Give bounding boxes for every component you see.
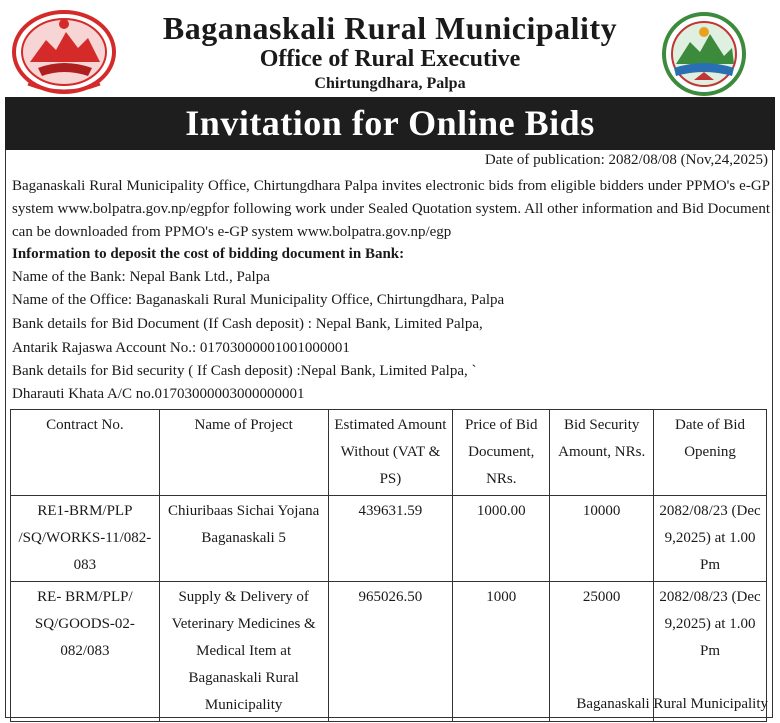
account-number: Antarik Rajaswa Account No.: 01703000001001000001 — [12, 340, 350, 356]
invitation-banner: Invitation for Online Bids — [5, 97, 775, 150]
bid-security-cell: 10000 — [550, 496, 654, 582]
bank-name: Name of the Bank: Nepal Bank Ltd., Palpa — [12, 269, 270, 285]
bid-opening-date-cell: 2082/08/23 (Dec 9,2025) at 1.00 Pm — [654, 582, 767, 722]
bid-security-cell: 25000 — [550, 582, 654, 722]
municipality-title: Baganaskali Rural Municipality — [162, 10, 618, 46]
col-header-bid-opening-date: Date of Bid Opening — [654, 410, 767, 496]
table-row — [11, 496, 767, 582]
bid-security-bank-details: Bank details for Bid security ( If Cash deposit) :Nepal Bank, Limited Palpa, ` — [12, 363, 477, 379]
col-header-bid-security: Bid Security Amount, NRs. — [550, 410, 654, 496]
intro-paragraph: Baganaskali Rural Municipality Office, Chirtungdhara Palpa invites electronic bids from eligible bidders under PPMO's e-GP system www.bolpatra.gov.np/egpfor following work under Sealed Quotation system. All other information and Bid Document can be downloaded from PPMO's e-GP system www.bolpatra.gov.np/egp — [12, 178, 770, 240]
col-header-contract-no: Contract No. — [11, 410, 160, 496]
footer-signature: Baganaskali Rural Municipality — [576, 696, 768, 712]
contract-no-cell: RE1-BRM/PLP /SQ/WORKS-11/082-083 — [11, 496, 160, 582]
bids-table — [10, 409, 767, 722]
contract-no-cell: RE- BRM/PLP/ SQ/GOODS-02-082/083 — [11, 582, 160, 722]
col-header-estimated-amount: Estimated Amount Without (VAT & PS) — [328, 410, 453, 496]
table-header-row — [11, 410, 767, 496]
col-header-bid-doc-price: Price of Bid Document, NRs. — [453, 410, 550, 496]
office-name: Name of the Office: Baganaskali Rural Municipality Office, Chirtungdhara, Palpa — [12, 292, 505, 308]
project-name-cell: Chiuribaas Sichai Yojana Baganaskali 5 — [159, 496, 328, 582]
bid-doc-bank-details: Bank details for Bid Document (If Cash deposit) : Nepal Bank, Limited Palpa, — [12, 316, 483, 332]
bid-doc-price-cell: 1000.00 — [453, 496, 550, 582]
estimated-amount-cell: 965026.50 — [328, 582, 453, 722]
bank-info-heading: Information to deposit the cost of bidding document in Bank: — [12, 246, 405, 262]
estimated-amount-cell: 439631.59 — [328, 496, 453, 582]
office-subtitle: Office of Rural Executive — [259, 46, 521, 72]
bid-opening-date-cell: 2082/08/23 (Dec 9,2025) at 1.00 Pm — [654, 496, 767, 582]
col-header-project-name: Name of Project — [159, 410, 328, 496]
page-header — [0, 0, 780, 96]
dharauti-account: Dharauti Khata A/C no.01703000003000000001 — [12, 386, 305, 402]
municipality-seal-icon — [658, 12, 750, 96]
office-location: Chirtungdhara, Palpa — [314, 75, 466, 92]
bid-doc-price-cell: 1000 — [453, 582, 550, 722]
publication-date: Date of publication: 2082/08/08 (Nov,24,2025) — [484, 152, 768, 168]
project-name-cell: Supply & Delivery of Veterinary Medicines & Medical Item at Baganaskali Rural Municipality — [159, 582, 328, 722]
